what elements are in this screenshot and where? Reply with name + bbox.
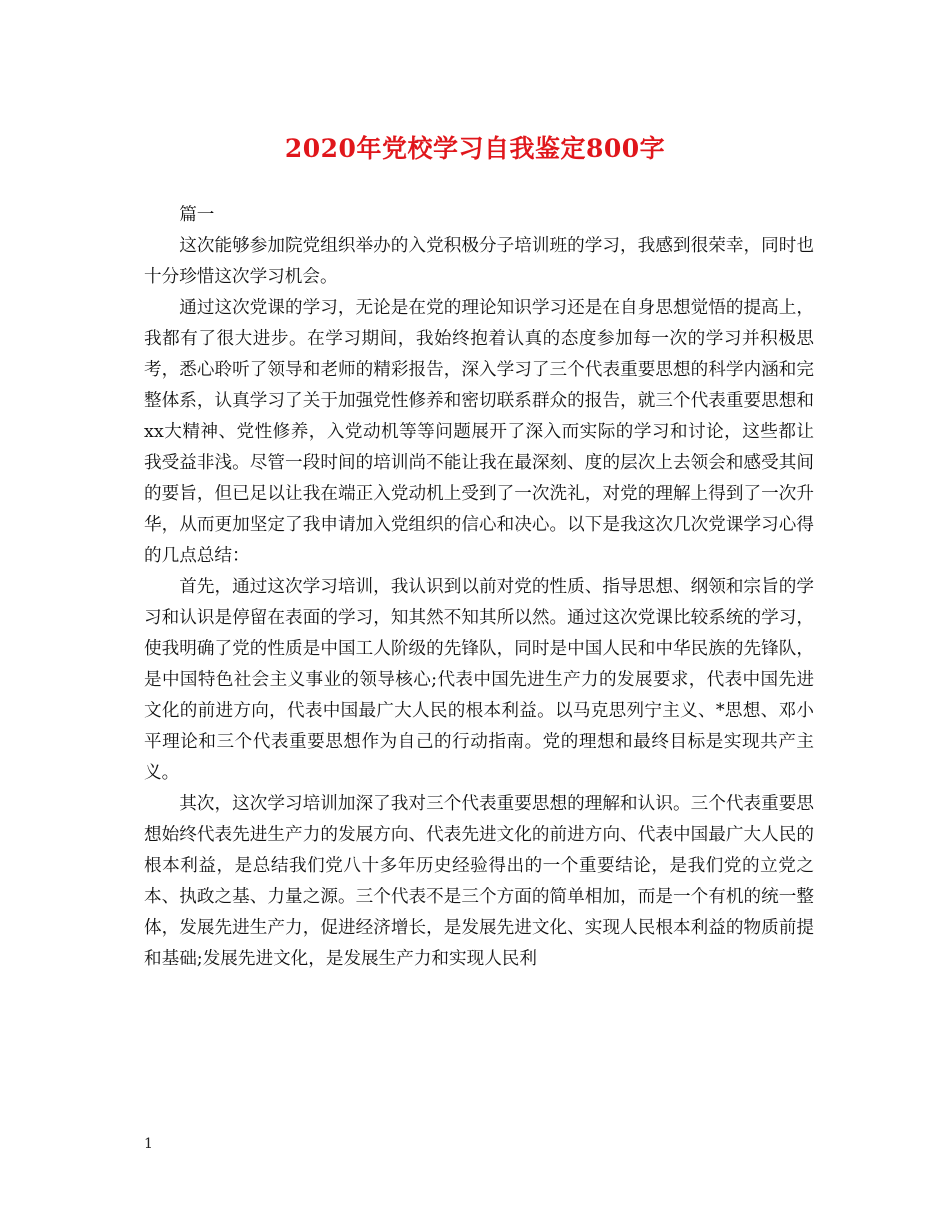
document-body (144, 200, 814, 975)
paragraph-3: 首先，通过这次学习培训，我认识到以前对党的性质、指导思想、纲领和宗旨的学习和认识是停留在表面的学习，知其然不知其所以然。通过这次党课比较系统的学习，使我明确了党的性质是中国工人阶级的先锋队，同时是中国人民和中华民族的先锋队，是中国特色社会主义事业的领导核心;代表中国先进生产力的发展要求，代表中国先进文化的前进方向，代表中国最广大人民的根本利益。以马克思列宁主义、*思想、邓小平理论和三个代表重要思想作为自己的行动指南。党的理想和最终目标是实现共产主义。 (144, 577, 814, 783)
page-number: 1 (144, 1136, 153, 1152)
document-title: 2020年党校学习自我鉴定800字 (284, 134, 666, 163)
paragraph-2: 通过这次党课的学习，无论是在党的理论知识学习还是在自身思想觉悟的提高上，我都有了很大进步。在学习期间，我始终抱着认真的态度参加每一次的学习并积极思考，悉心聆听了领导和老师的精彩报告，深入学习了三个代表重要思想的科学内涵和完整体系，认真学习了关于加强党性修养和密切联系群众的报告，就三个代表重要思想和xx大精神、党性修养，入党动机等等问题展开了深入而实际的学习和讨论，这些都让我受益非浅。尽管一段时间的培训尚不能让我在最深刻、度的层次上去领会和感受其间的要旨，但已足以让我在端正入党动机上受到了一次洗礼，对党的理解上得到了一次升华，从而更加坚定了我申请加入党组织的信心和决心。以下是我这次几次党课学习心得的几点总结： (144, 298, 814, 566)
paragraph-4: 其次，这次学习培训加深了我对三个代表重要思想的理解和认识。三个代表重要思想始终代表先进生产力的发展方向、代表先进文化的前进方向、代表中国最广大人民的根本利益，是总结我们党八十多年历史经验得出的一个重要结论，是我们党的立党之本、执政之基、力量之源。三个代表不是三个方面的简单相加，而是一个有机的统一整体，发展先进生产力，促进经济增长，是发展先进文化、实现人民根本利益的物质前提和基础;发展先进文化，是发展生产力和实现人民利 (144, 794, 814, 969)
paragraph-1: 这次能够参加院党组织举办的入党积极分子培训班的学习，我感到很荣幸，同时也十分珍惜这次学习机会。 (144, 236, 814, 287)
section-label: 篇一 (179, 205, 215, 225)
